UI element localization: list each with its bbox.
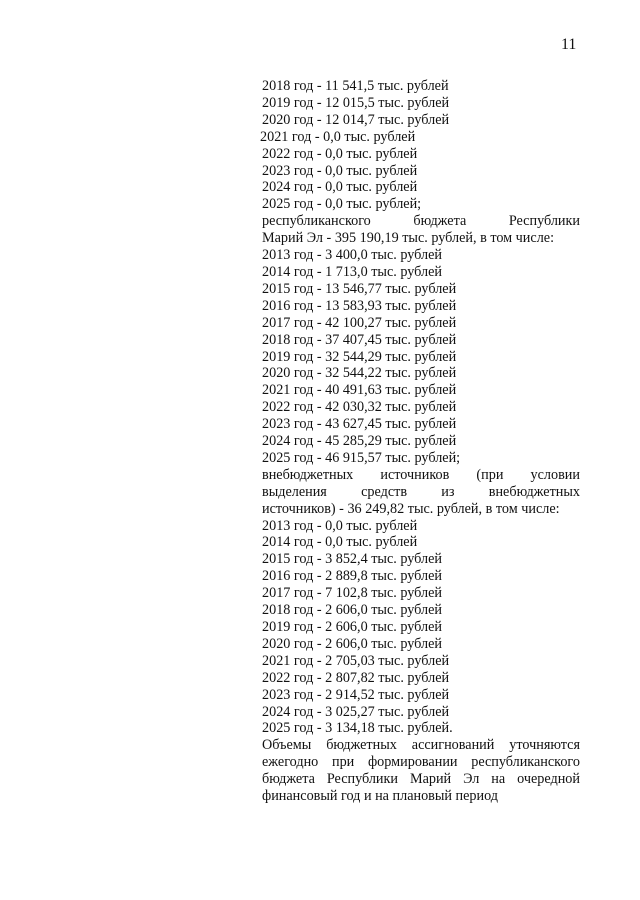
list-item: 2020 год - 2 606,0 тыс. рублей [262,635,442,652]
list-item: 2024 год - 3 025,27 тыс. рублей [262,703,450,720]
extrabudgetary-heading-line1: внебюджетных источников (при условии [262,466,580,483]
list-item: 2025 год - 0,0 тыс. рублей; [262,196,422,213]
page-number: 11 [561,36,577,53]
closing-paragraph: Объемы бюджетных ассигнований уточняются ежегодно при формировании республиканского бюджета Республики Марий Эл на очередной финансовый год и на плановый период [262,737,580,805]
list-item: 2015 год - 13 546,77 тыс. рублей [262,280,457,297]
list-item: 2023 год - 2 914,52 тыс. рублей [262,686,450,703]
list-item: 2018 год - 11 541,5 тыс. рублей [262,78,449,94]
list-item: 2021 год - 2 705,03 тыс. рублей [262,652,450,669]
republican-heading-line1: республиканского бюджета Республики [262,213,580,230]
list-item: 2022 год - 0,0 тыс. рублей [262,145,418,162]
list-item: 2014 год - 1 713,0 тыс. рублей [262,263,442,280]
list-item: 2025 год - 46 915,57 тыс. рублей; [262,449,461,466]
list-item: 2015 год - 3 852,4 тыс. рублей [262,551,442,568]
extrabudgetary-heading-line2: выделения средств из внебюджетных [262,483,580,500]
list-item: 2025 год - 3 134,18 тыс. рублей. [262,720,453,737]
list-item: 2019 год - 12 015,5 тыс. рублей [262,94,450,111]
funding-text-block [262,78,580,805]
list-item: 2014 год - 0,0 тыс. рублей [262,534,418,551]
list-item: 2018 год - 2 606,0 тыс. рублей [262,602,442,619]
list-item: 2016 год - 13 583,93 тыс. рублей [262,297,457,314]
republican-years-list [262,247,580,467]
federal-years-list [262,78,580,213]
list-item: 2013 год - 0,0 тыс. рублей [262,517,418,534]
list-item: 2020 год - 12 014,7 тыс. рублей [262,111,450,128]
list-item: 2016 год - 2 889,8 тыс. рублей [262,568,442,585]
list-item: 2018 год - 37 407,45 тыс. рублей [262,331,457,348]
list-item: 2020 год - 32 544,22 тыс. рублей [262,365,457,382]
list-item: 2019 год - 2 606,0 тыс. рублей [262,619,442,635]
extrabudgetary-years-list [262,518,580,738]
list-item: 2017 год - 7 102,8 тыс. рублей [262,585,442,602]
list-item: 2021 год - 0,0 тыс. рублей [260,128,416,145]
list-item: 2019 год - 32 544,29 тыс. рублей [262,348,457,365]
list-item: 2021 год - 40 491,63 тыс. рублей [262,382,457,399]
list-item: 2022 год - 42 030,32 тыс. рублей [262,399,457,416]
list-item: 2013 год - 3 400,0 тыс. рублей [262,247,442,264]
extrabudgetary-heading-line3: источников) - 36 249,82 тыс. рублей, в том числе: [262,500,560,517]
list-item: 2022 год - 2 807,82 тыс. рублей [262,669,450,686]
list-item: 2023 год - 43 627,45 тыс. рублей [262,416,457,433]
list-item: 2024 год - 0,0 тыс. рублей [262,179,418,196]
list-item: 2023 год - 0,0 тыс. рублей [262,162,418,179]
list-item: 2017 год - 42 100,27 тыс. рублей [262,314,457,331]
republican-heading-line2: Марий Эл - 395 190,19 тыс. рублей, в том числе: [262,230,555,247]
list-item: 2024 год - 45 285,29 тыс. рублей [262,433,457,450]
